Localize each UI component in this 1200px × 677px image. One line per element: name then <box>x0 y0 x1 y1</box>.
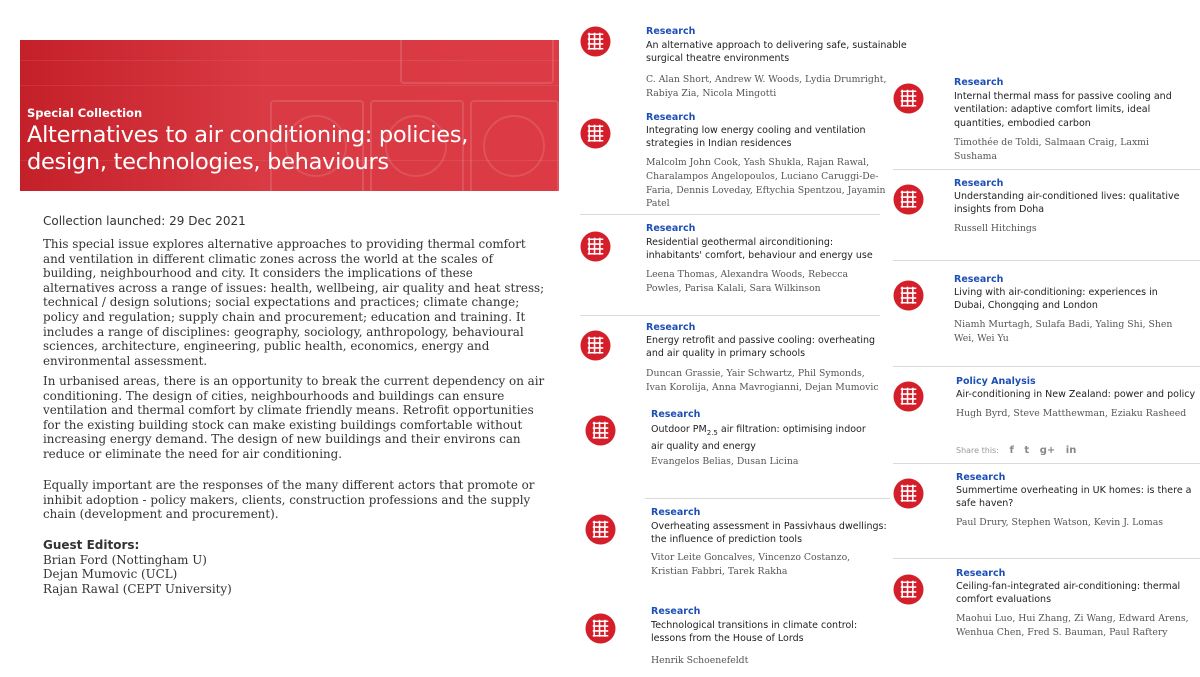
collection-description-paragraph: In urbanised areas, there is an opportunity to break the current dependency on air conditioning. The design of cities, neighbourhoods and buildings can ensure ventilation and thermal comfort by climate friendly means. Retrofit opportunities for the existing building stock can make existing buildings comfortable without increasing energy demand. The design of new buildings and their environs can reduce or eliminate the need for air conditioning. <box>43 374 545 461</box>
article-authors: Niamh Murtagh, Sulafa Badi, Yaling Shi, Shen Wei, Wei Yu <box>954 319 1173 344</box>
article-title-link[interactable]: Residential geothermal airconditioning: inhabitants' comfort, behaviour and energy use <box>646 237 873 262</box>
journal-logo-icon <box>580 26 611 57</box>
article-card[interactable] <box>893 178 1193 270</box>
article-type-label: Policy Analysis <box>956 376 1036 387</box>
article-type-label: Research <box>646 26 696 37</box>
article-authors: Paul Drury, Stephen Watson, Kevin J. Lomas <box>956 517 1164 528</box>
article-title-link[interactable]: Understanding air-conditioned lives: qualitative insights from Doha <box>954 191 1180 216</box>
share-bar <box>956 445 1076 456</box>
article-type-label: Research <box>651 409 701 420</box>
article-title-link[interactable]: Internal thermal mass for passive cooling and ventilation: adaptive comfort limits, ideal quantities, embodied carbon <box>954 91 1172 129</box>
article-authors: Leena Thomas, Alexandra Woods, Rebecca Powles, Parisa Kalali, Sara Wilkinson <box>646 269 849 294</box>
journal-logo-icon <box>893 280 924 311</box>
article-title-link[interactable]: Ceiling-fan-integrated air-conditioning: thermal comfort evaluations <box>956 581 1181 606</box>
card-divider <box>893 366 1200 367</box>
article-authors: Hugh Byrd, Steve Matthewman, Eziaku Rasheed <box>956 408 1187 419</box>
card-divider <box>580 214 880 215</box>
article-title-link[interactable]: Air-conditioning in New Zealand: power and policy <box>956 389 1196 400</box>
article-title-link[interactable] <box>651 423 871 453</box>
collection-launched-date: Collection launched: 29 Dec 2021 <box>43 214 246 228</box>
article-authors: Malcolm John Cook, Yash Shukla, Rajan Rawal, Charalampos Angelopoulos, Luciano Caruggi-De-Faria, Dennis Loveday, Eftychia Spentzou, Jayamin Patel <box>646 157 886 210</box>
journal-logo-icon <box>580 330 611 361</box>
banner-texture <box>20 85 559 86</box>
twitter-icon[interactable]: t <box>1024 445 1030 456</box>
journal-logo-icon <box>893 83 924 114</box>
article-authors: Evangelos Belias, Dusan Licina <box>651 456 799 467</box>
banner-fan-frame <box>400 40 554 84</box>
article-type-label: Research <box>956 568 1006 579</box>
article-title-link[interactable]: Energy retrofit and passive cooling: overheating and air quality in primary schools <box>646 335 876 360</box>
share-label: Share this: <box>956 446 999 455</box>
guest-editors-heading: Guest Editors: <box>43 538 140 552</box>
guest-editor: Brian Ford (Nottingham U) <box>43 552 207 567</box>
article-title-link[interactable]: Overheating assessment in Passivhaus dwellings: the influence of prediction tools <box>651 521 887 546</box>
article-type-label: Research <box>651 606 701 617</box>
article-card[interactable] <box>893 568 1193 658</box>
card-divider <box>893 558 1200 559</box>
facebook-icon[interactable]: f <box>1009 445 1014 456</box>
article-card[interactable] <box>585 409 885 499</box>
article-title-link[interactable]: Integrating low energy cooling and ventilation strategies in Indian residences <box>646 125 866 150</box>
banner-title: Alternatives to air conditioning: policies, design, technologies, behaviours <box>27 122 469 175</box>
linkedin-icon[interactable]: in <box>1065 445 1077 456</box>
card-divider <box>645 498 890 499</box>
journal-logo-icon <box>580 231 611 262</box>
article-type-label: Research <box>954 274 1004 285</box>
journal-logo-icon <box>580 118 611 149</box>
article-type-label: Research <box>646 112 696 123</box>
article-card[interactable] <box>893 472 1193 557</box>
article-title-part: air filtration: optimising indoor air quality and energy <box>651 424 866 453</box>
article-card[interactable] <box>893 375 1196 445</box>
journal-logo-icon <box>893 478 924 509</box>
article-authors: Timothée de Toldi, Salmaan Craig, Laxmi Sushama <box>954 137 1149 162</box>
guest-editors <box>43 538 232 596</box>
card-divider <box>580 315 880 316</box>
guest-editor: Dejan Mumovic (UCL) <box>43 567 178 582</box>
journal-logo-icon <box>585 415 616 446</box>
guest-editor: Rajan Rawal (CEPT University) <box>43 581 232 596</box>
collection-banner <box>20 40 559 191</box>
article-type-label: Research <box>646 322 696 333</box>
article-card[interactable] <box>585 507 890 590</box>
article-type-label: Research <box>954 178 1004 189</box>
card-divider <box>893 260 1200 261</box>
article-authors: C. Alan Short, Andrew W. Woods, Lydia Drumright, Rabiya Zia, Nicola Mingotti <box>646 74 887 99</box>
journal-logo-icon <box>893 574 924 605</box>
journal-logo-icon <box>585 613 616 644</box>
article-title-subscript: 2.5 <box>706 428 718 437</box>
journal-logo-icon <box>893 381 924 412</box>
collection-description-paragraph: Equally important are the responses of the many different actors that promote or inhibit adoption - policy makers, clients, construction professions and the supply chain (development and procurement). <box>43 478 535 522</box>
article-title-link[interactable]: Technological transitions in climate control: lessons from the House of Lords <box>651 620 858 645</box>
article-type-label: Research <box>956 472 1006 483</box>
article-card[interactable] <box>893 77 1193 169</box>
card-divider <box>893 169 1200 170</box>
article-card[interactable] <box>580 322 880 406</box>
banner-kicker: Special Collection <box>27 106 143 120</box>
article-type-label: Research <box>954 77 1004 88</box>
article-authors: Duncan Grassie, Yair Schwartz, Phil Symonds, Ivan Korolija, Anna Mavrogianni, Dejan Mumovic <box>646 368 879 393</box>
article-authors: Russell Hitchings <box>954 223 1037 234</box>
article-title-part: Outdoor PM <box>651 424 707 435</box>
article-card[interactable] <box>580 223 880 317</box>
article-card[interactable] <box>585 606 890 674</box>
article-card[interactable] <box>580 112 886 214</box>
article-type-label: Research <box>651 507 701 518</box>
article-title-link[interactable]: Living with air-conditioning: experiences in Dubai, Chongqing and London <box>954 287 1158 312</box>
card-divider <box>893 463 1200 464</box>
article-card[interactable] <box>580 26 907 116</box>
collection-description-paragraph: This special issue explores alternative approaches to providing thermal comfort and ventilation in different climatic zones across the world at the scales of building, neighbourhood and city. It considers the implications of these alternatives across a range of issues: health, wellbeing, air quality and heat stress; technical / design solutions; social expectations and practices; climate change; policy and regulation; supply chain and procurement; education and training. It includes a range of disciplines: geography, sociology, anthropology, behavioural sciences, architecture, engineering, public health, economics, energy and environmental assessment. <box>43 237 545 368</box>
article-type-label: Research <box>646 223 696 234</box>
journal-logo-icon <box>893 184 924 215</box>
article-card[interactable] <box>893 274 1193 366</box>
article-title-link[interactable]: An alternative approach to delivering safe, sustainable surgical theatre environments <box>646 40 907 65</box>
article-authors: Henrik Schoenefeldt <box>651 655 749 666</box>
google-plus-icon[interactable]: g+ <box>1039 445 1056 456</box>
journal-logo-icon <box>585 514 616 545</box>
article-authors: Maohui Luo, Hui Zhang, Zi Wang, Edward Arens, Wenhua Chen, Fred S. Bauman, Paul Raftery <box>956 613 1189 638</box>
article-authors: Vitor Leite Goncalves, Vincenzo Costanzo, Kristian Fabbri, Tarek Rakha <box>651 552 851 577</box>
article-title-link[interactable]: Summertime overheating in UK homes: is there a safe haven? <box>956 485 1192 510</box>
